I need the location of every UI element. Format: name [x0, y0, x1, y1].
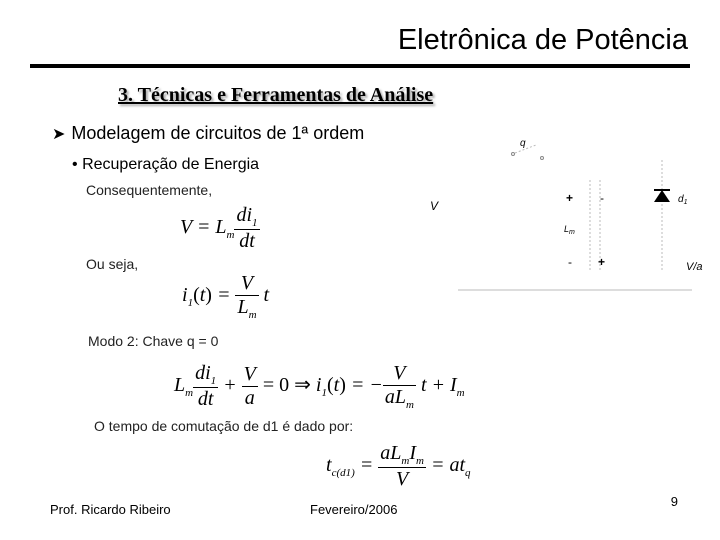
label-Lm: $L_m$: [564, 224, 575, 236]
title-divider: [30, 64, 690, 68]
text-consequentemente: Consequentemente,: [86, 182, 213, 198]
text-modo2: Modo 2: Chave q = 0: [88, 333, 219, 349]
arrow-bullet-icon: ➤: [52, 126, 66, 143]
dot-bullet-icon: •: [72, 156, 78, 173]
label-d1: $d_1$: [678, 194, 688, 206]
bullet-level1-text: Modelagem de circuitos de 1ª ordem: [71, 123, 365, 143]
switch-terminal-right: [541, 157, 544, 160]
switch-terminal-left: [512, 153, 515, 156]
section-title: 3. Técnicas e Ferramentas de Análise: [118, 84, 434, 106]
label-q: q: [520, 138, 526, 149]
bullet-level1: [52, 123, 364, 144]
label-Va: V/a: [686, 261, 703, 273]
label-minus-bottom: -: [568, 255, 572, 269]
equation-4: $t_{c(d1)}$ = $\frac{aL_mI_m}{V}$ = $at_q$: [326, 442, 471, 490]
label-V: V: [430, 199, 439, 213]
bullet-level2-text: Recuperação de Energia: [82, 156, 260, 173]
equation-3: $L_m$ $\frac{di_1}{dt}$ + $\frac{V}{a}$ = 0 ⇒ $i_1(t)$ = − $\frac{V}{aL_m}$ $t + I_m$: [174, 362, 465, 411]
page-number: 9: [670, 494, 678, 509]
equation-1: $V = L_m$ $\frac{di_1}{dt}$: [180, 204, 258, 252]
page-title: Eletrônica de Potência: [397, 24, 688, 56]
label-plus-top: +: [566, 191, 574, 205]
equation-2: $i_1(t)$ = $\frac{V}{L_m}$ t: [182, 272, 270, 321]
footer-date: Fevereiro/2006: [310, 502, 398, 517]
text-ou-seja: Ou seja,: [86, 256, 139, 272]
diode-icon: [654, 190, 670, 202]
label-plus-bottom: +: [598, 255, 606, 269]
footer-author: Prof. Ricardo Ribeiro: [50, 502, 171, 517]
text-tempo: O tempo de comutação de d1 é dado por:: [94, 418, 354, 434]
circuit-diagram: [420, 130, 720, 300]
label-minus-top: -: [600, 191, 604, 205]
bullet-level2: [72, 156, 259, 174]
